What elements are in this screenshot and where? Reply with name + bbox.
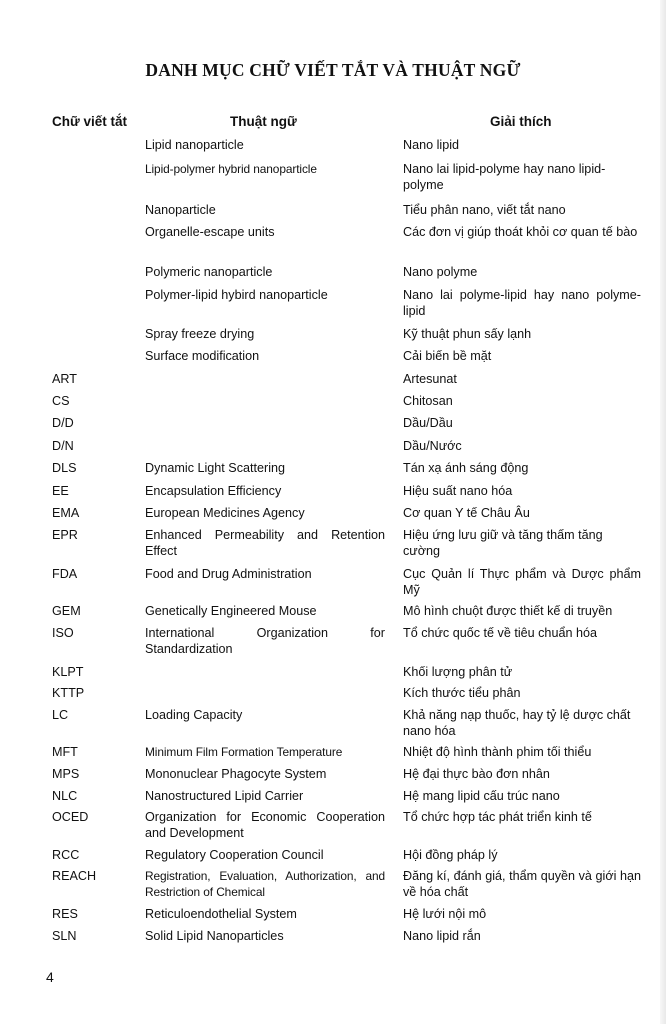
term-cell: Lipid nanoparticle [145, 138, 244, 152]
abbr-cell: GEM [52, 604, 81, 618]
term-cell: Nanostructured Lipid Carrier [145, 789, 304, 803]
term-cell: International Organization for Standardization [145, 626, 385, 656]
explanation-cell: Artesunat [403, 372, 457, 386]
explanation-cell: Chitosan [403, 394, 453, 408]
header-abbreviation: Chữ viết tắt [52, 114, 128, 129]
explanation-cell: Hệ đại thực bào đơn nhân [403, 767, 550, 781]
explanation-cell: Mô hình chuột được thiết kế di truyền [403, 604, 613, 618]
term-cell: Solid Lipid Nanoparticles [145, 929, 284, 943]
explanation-cell: Nano lai polyme-lipid hay nano polyme-lipid [403, 288, 641, 318]
explanation-cell: Dầu/Dầu [403, 416, 453, 430]
explanation-cell: Các đơn vị giúp thoát khỏi cơ quan tế bào [403, 225, 638, 239]
term-cell: Enhanced Permeability and Retention Effect [145, 528, 385, 558]
explanation-cell: Hệ lưới nội mô [403, 907, 487, 921]
abbr-cell: FDA [52, 567, 78, 581]
abbr-cell: KLPT [52, 665, 84, 679]
term-cell: Dynamic Light Scattering [145, 461, 285, 475]
term-cell: Loading Capacity [145, 708, 243, 722]
explanation-cell: Nano polyme [403, 265, 478, 279]
header-explanation: Giải thích [490, 114, 552, 129]
term-cell: Reticuloendothelial System [145, 907, 297, 921]
abbr-cell: ISO [52, 626, 74, 640]
explanation-cell: Kích thước tiểu phân [403, 686, 521, 700]
header-term: Thuật ngữ [230, 114, 297, 129]
explanation-cell: Hiệu ứng lưu giữ và tăng thấm tăng cường [403, 528, 603, 558]
abbr-cell: DLS [52, 461, 77, 475]
explanation-cell: Cơ quan Y tế Châu Âu [403, 506, 530, 520]
explanation-cell: Nano lai lipid-polyme hay nano lipid-polyme [403, 162, 606, 192]
term-cell: Organization for Economic Cooperation and Development [145, 810, 385, 840]
term-cell: Polymer-lipid hybird nanoparticle [145, 288, 328, 302]
abbr-cell: MPS [52, 767, 80, 781]
explanation-cell: Tổ chức quốc tế về tiêu chuẩn hóa [403, 626, 597, 640]
abbr-cell: D/D [52, 416, 74, 430]
term-cell: Mononuclear Phagocyte System [145, 767, 327, 781]
explanation-cell: Khả năng nạp thuốc, hay tỷ lệ dược chất nano hóa [403, 708, 631, 738]
abbr-cell: EMA [52, 506, 80, 520]
page-title: DANH MỤC CHỮ VIẾT TẮT VÀ THUẬT NGỮ [145, 60, 521, 80]
abbr-cell: EPR [52, 528, 78, 542]
explanation-cell: Kỹ thuật phun sấy lạnh [403, 327, 532, 341]
explanation-cell: Cải biến bề mặt [403, 349, 492, 363]
term-cell: Surface modification [145, 349, 260, 363]
abbr-cell: SLN [52, 929, 77, 943]
explanation-cell: Tổ chức hợp tác phát triển kinh tế [403, 810, 592, 824]
term-cell: Lipid-polymer hybrid nanoparticle [145, 162, 317, 176]
term-cell: Registration, Evaluation, Authorization, and Restriction of Chemical [145, 869, 385, 899]
explanation-cell: Tán xạ ánh sáng động [403, 461, 529, 475]
abbr-cell: OCED [52, 810, 89, 824]
term-cell: Organelle-escape units [145, 225, 275, 239]
term-cell: European Medicines Agency [145, 506, 305, 520]
abbr-cell: EE [52, 484, 69, 498]
explanation-cell: Khối lượng phân tử [403, 665, 513, 679]
explanation-cell: Cục Quản lí Thực phẩm và Dược phẩm Mỹ [403, 567, 641, 597]
explanation-cell: Nano lipid [403, 138, 460, 152]
term-cell: Nanoparticle [145, 203, 216, 217]
term-cell: Regulatory Cooperation Council [145, 848, 324, 862]
abbr-cell: RES [52, 907, 78, 921]
explanation-cell: Nhiệt độ hình thành phim tối thiểu [403, 745, 592, 759]
explanation-cell: Hiệu suất nano hóa [403, 484, 513, 498]
abbr-cell: NLC [52, 789, 78, 803]
explanation-cell: Dầu/Nước [403, 439, 462, 453]
page-number: 4 [46, 969, 54, 985]
abbr-cell: CS [52, 394, 70, 408]
abbr-cell: D/N [52, 439, 74, 453]
abbr-cell: REACH [52, 869, 97, 883]
term-cell: Encapsulation Efficiency [145, 484, 282, 498]
abbr-cell: LC [52, 708, 69, 722]
abbr-cell: KTTP [52, 686, 85, 700]
term-cell: Food and Drug Administration [145, 567, 312, 581]
term-cell: Minimum Film Formation Temperature [145, 745, 343, 759]
explanation-cell: Hội đồng pháp lý [403, 848, 498, 862]
term-cell: Spray freeze drying [145, 327, 255, 341]
term-cell: Genetically Engineered Mouse [145, 604, 317, 618]
abbr-cell: ART [52, 372, 77, 386]
explanation-cell: Hệ mang lipid cấu trúc nano [403, 789, 560, 803]
explanation-cell: Đăng kí, đánh giá, thẩm quyền và giới hạn về hóa chất [403, 869, 641, 899]
abbr-cell: MFT [52, 745, 78, 759]
explanation-cell: Nano lipid rắn [403, 929, 481, 943]
term-cell: Polymeric nanoparticle [145, 265, 273, 279]
explanation-cell: Tiểu phân nano, viết tắt nano [403, 203, 566, 217]
abbr-cell: RCC [52, 848, 80, 862]
